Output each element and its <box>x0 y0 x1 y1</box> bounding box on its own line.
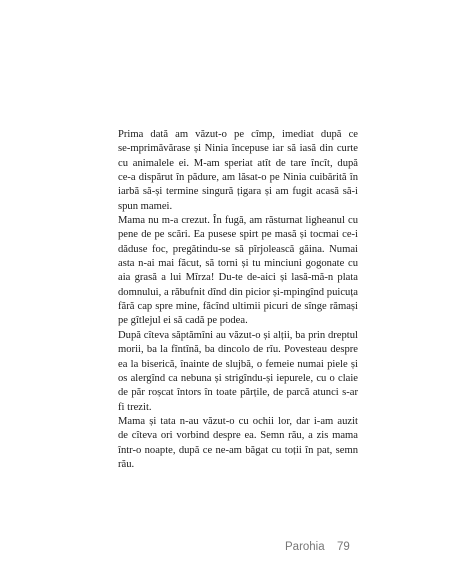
body-text <box>118 128 358 472</box>
text-line: asta n-ai mai făcut, să torni și tu minciuni gogonate cu <box>118 258 358 270</box>
text-line: cu animalele ei. M-am speriat atît de tare încît, după <box>118 157 358 169</box>
text-line: pe gîtlejul ei să cadă pe podea. <box>118 315 248 327</box>
running-title: Parohia <box>285 541 325 553</box>
text-line: Prima dată am văzut-o pe cîmp, imediat după ce <box>118 129 358 140</box>
text-line: se-mprimăvărase și Ninia începuse iar să iasă din curte <box>118 143 358 155</box>
text-line: dăduse foc, pregătindu-se să pîrjolească găina. Numai <box>118 243 358 255</box>
text-line: de cîteva ori vorbind despre ea. Semn rău, a zis mama <box>118 430 358 442</box>
text-line: ce-a dispărut în pădure, am lăsat-o pe Ninia cuibărită în <box>118 172 358 184</box>
paragraph <box>118 415 358 472</box>
text-line: După cîteva săptămîni au văzut-o și alții, ba prin dreptul <box>118 329 358 341</box>
paragraph <box>118 329 358 415</box>
text-line: os alergînd ca nebuna și strigîndu-și iepurele, cu o claie <box>118 372 358 384</box>
page-footer <box>0 541 452 557</box>
text-line: morii, ba la fîntînă, ba dincolo de rîu. Povesteau despre <box>118 344 358 356</box>
text-line: Mama și tata n-au văzut-o cu ochii lor, dar i-am auzit <box>118 415 358 427</box>
paragraph <box>118 214 358 329</box>
text-line: Mama nu m-a crezut. În fugă, am răsturnat ligheanul cu <box>118 215 358 227</box>
text-line: iarbă să-și termine singură țigara și am fugit acasă să-i <box>118 186 358 198</box>
text-line: aia grasă a lui Mîrza! Du-te de-aici și lasă-mă-n plata <box>118 272 358 284</box>
text-line: ea la biserică, înainte de slujbă, o femeie numai piele și <box>118 358 358 370</box>
text-line: într-o noapte, după ce ne-am băgat cu toții în pat, semn <box>118 444 358 456</box>
text-line: domnului, a răbufnit dînd din picior și-mpingînd puicuța <box>118 286 358 298</box>
text-line: rău. <box>118 458 135 470</box>
text-line: de păr roșcat întors în toate părțile, de parcă atunci s-ar <box>118 387 358 399</box>
text-line: fi trezit. <box>118 401 152 413</box>
text-line: spun mamei. <box>118 200 173 212</box>
text-line: fără cap spre mine, făcînd ultimii picuri de sînge rămași <box>118 301 358 313</box>
page-number: 79 <box>337 541 350 553</box>
text-line: pene de pe scări. Ea pusese spirt pe masă și tocmai ce-i <box>118 229 358 241</box>
paragraph <box>118 128 358 214</box>
